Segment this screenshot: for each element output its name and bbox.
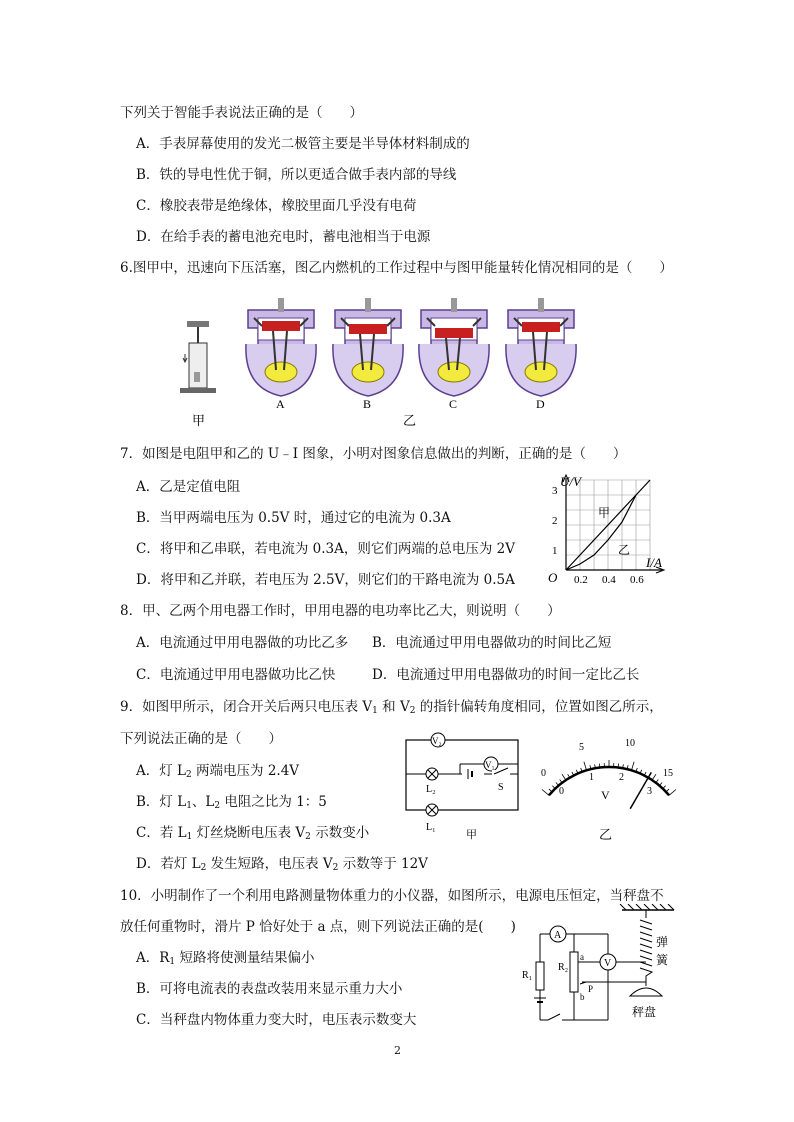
point-b: b <box>580 992 585 1002</box>
y-tick-3: 3 <box>552 485 558 497</box>
meter-tick <box>584 762 587 771</box>
lamp-l1: L₁ <box>426 822 436 833</box>
q9-option-b: B．灯 $L_1$、$L_2$ 电阻之比为 1：5 <box>136 794 327 811</box>
q7-option-c: C．将甲和乙串联，若电流为 0.3A，则它们两端的总电压为 2V <box>136 541 515 557</box>
q8-stem: 8．甲、乙两个用电器工作时，甲用电器的电功率比乙大，则说明（ ） <box>120 603 561 619</box>
y-tick-1: 1 <box>552 545 558 557</box>
meter-tick <box>542 790 549 796</box>
meter-tick <box>663 786 666 789</box>
y-axis-label: U/V <box>560 474 581 489</box>
pan-label: 秤盘 <box>632 1005 657 1019</box>
q10-option-a: A．$R_1$ 短路将使测量结果偏小 <box>136 950 315 967</box>
ammeter: A <box>554 930 562 941</box>
circuit-caption: 甲 <box>466 829 477 841</box>
meter-tick <box>552 786 555 789</box>
q10-stem: 10．小明制作了一个利用电路测量物体重力的小仪器，如图所示，电源电压恒定，当秤盘不 <box>120 888 664 904</box>
series-jia-label: 甲 <box>598 506 611 520</box>
switch-s: S <box>498 782 504 793</box>
q10-option-c: C．当秤盘内物体重力变大时，电压表示数变大 <box>136 1012 417 1028</box>
x-tick-0.6: 0.6 <box>630 574 644 586</box>
q5-option-a: A．手表屏幕使用的发光二极管主要是半导体材料制成的 <box>136 136 470 152</box>
q9-option-d: D．若灯 $L_2$ 发生短路，电压表 $V_2$ 示数等于 12V <box>136 856 428 873</box>
x-tick-0.4: 0.4 <box>602 574 616 586</box>
engine-a <box>246 298 316 396</box>
q7-option-b: B．当甲两端电压为 0.5V 时，通过它的电流为 0.3A <box>136 510 451 526</box>
q7-option-a: A．乙是定值电阻 <box>136 479 241 495</box>
bottom-tick-2: 2 <box>619 772 624 783</box>
label-b: B <box>363 397 372 411</box>
pump-diagram <box>180 321 216 393</box>
spring-label-1: 弹 <box>656 935 669 949</box>
x-axis-label: I/A <box>646 555 662 570</box>
q8-option-b: B．电流通过甲用电器做功的时间比乙短 <box>372 635 612 651</box>
engine-figure <box>175 288 605 428</box>
q8-option-c: C．电流通过甲用电器做功比乙快 <box>136 667 336 683</box>
y-tick-2: 2 <box>552 515 558 527</box>
meter-tick <box>599 764 600 768</box>
meter-tick <box>618 764 619 768</box>
meter-tick <box>666 789 669 792</box>
ui-graph <box>536 470 676 592</box>
engine-b <box>333 298 403 396</box>
scale-circuit <box>518 904 688 1026</box>
circuit-jia <box>400 730 530 842</box>
bottom-tick-3: 3 <box>647 786 652 797</box>
v2-meter: V₂ <box>432 736 442 746</box>
label-yi: 乙 <box>403 413 417 428</box>
top-tick-15: 15 <box>663 768 673 779</box>
spring-label-2: 簧 <box>656 953 669 967</box>
q8-option-d: D．电流通过甲用电器做功的时间一定比乙长 <box>372 667 640 683</box>
bottom-tick-1: 1 <box>589 772 594 783</box>
q9-stem-2: 下列说法正确的是（ ） <box>120 731 282 747</box>
q7-stem: 7．如图是电阻甲和乙的 U﹣I 图象，小明对图象信息做出的判断，正确的是（ ） <box>120 446 627 462</box>
q9-option-a: A．灯 $L_2$ 两端电压为 2.4V <box>136 763 300 780</box>
meter-caption: 乙 <box>599 827 613 842</box>
meter-tick <box>549 789 552 792</box>
q9-stem: 9．如图甲所示，闭合开关后两只电压表 $V_1$ 和 $V_2$ 的指针偏转角度相同，位置如图乙所示， <box>120 699 663 716</box>
q5-option-d: D．在给手表的蓄电池充电时，蓄电池相当于电源 <box>136 229 431 245</box>
meter-tick <box>632 762 635 771</box>
r1-label: R₁ <box>522 970 533 981</box>
v1-meter: V₁ <box>485 760 495 770</box>
label-a: A <box>276 397 285 411</box>
slider-p: P <box>588 984 594 994</box>
point-a: a <box>580 952 584 962</box>
origin-label: O <box>548 570 558 585</box>
lamp-l2: L₂ <box>426 784 436 795</box>
meter-unit: V <box>601 788 610 802</box>
q8-option-a: A．电流通过甲用电器做的功比乙多 <box>136 635 349 651</box>
q10-option-b: B．可将电流表的表盘改装用来显示重力大小 <box>136 981 403 997</box>
q7-option-d: D．将甲和乙并联，若电压为 2.5V，则它们的干路电流为 0.5A <box>136 572 515 588</box>
page-number: 2 <box>394 1044 401 1057</box>
label-d: D <box>536 397 545 411</box>
q6-stem: 6.图甲中，迅速向下压活塞，图乙内燃机的工作过程中与图甲能量转化情况相同的是（ ） <box>120 260 673 276</box>
q5-stem: 下列关于智能手表说法正确的是（ ） <box>120 105 363 121</box>
voltmeter: V <box>604 958 612 969</box>
q5-option-c: C．橡胶表带是绝缘体，橡胶里面几乎没有电荷 <box>136 198 417 214</box>
meter-tick <box>562 774 566 780</box>
q5-option-b: B．铁的导电性优于铜，所以更适合做手表内部的导线 <box>136 167 457 183</box>
q10-stem-2: 放任何重物时，滑片 P 恰好处于 a 点，则下列说法正确的是( ) <box>120 919 516 935</box>
top-tick-5: 5 <box>579 742 584 753</box>
r2-label: R₂ <box>558 962 569 973</box>
top-tick-10: 10 <box>625 738 635 749</box>
series-yi-label: 乙 <box>618 543 631 557</box>
engine-d <box>506 298 576 396</box>
meter-tick <box>669 790 676 796</box>
label-jia: 甲 <box>192 413 206 428</box>
top-tick-0: 0 <box>541 768 546 779</box>
engine-c <box>419 298 489 396</box>
q9-option-c: C．若 $L_1$ 灯丝烧断电压表 $V_2$ 示数变小 <box>136 825 370 842</box>
meter-tick <box>652 774 656 780</box>
x-tick-0.2: 0.2 <box>574 574 588 586</box>
voltmeter-yi <box>537 735 687 845</box>
bottom-tick-0: 0 <box>559 786 564 797</box>
label-c: C <box>449 397 458 411</box>
